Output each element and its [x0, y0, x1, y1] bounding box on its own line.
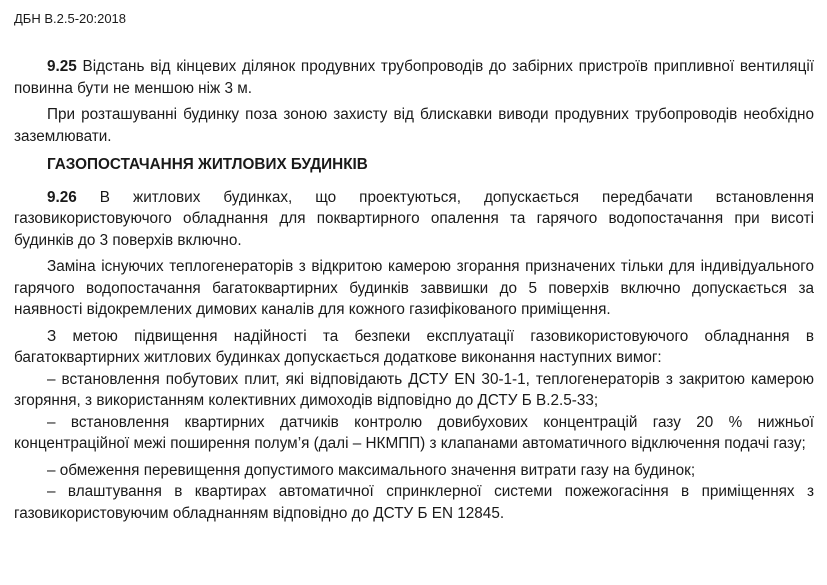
paragraph-replacement: Заміна існуючих теплогенераторів з відкритою камерою згорання призначених тільки для індивідуального гарячого водопостачання багатоквартирних будинків заввишки до 5 поверхів включно допускається за наявності відокремлених димових каналів для кожного газифікованого приміщення. [14, 258, 814, 318]
clause-number: 9.26 [47, 188, 77, 206]
paragraph-requirements-intro: З метою підвищення надійності та безпеки експлуатації газовикористовуючого обладнання в багатоквартирних житлових будинках допускається додаткове виконання наступних вимог: [14, 327, 814, 366]
paragraph-grounding: При розташуванні будинку поза зоною захисту від блискавки виводи продувних трубопроводів необхідно заземлювати. [14, 106, 814, 145]
paragraph-9-25 [14, 56, 814, 99]
clause-number: 9.25 [47, 58, 77, 75]
list-item: – влаштування в квартирах автоматичної спринклерної системи пожежогасіння в приміщеннях з газовикористовуючим обладнанням відповідно до ДСТУ Б EN 12845. [14, 483, 814, 522]
paragraph-9-26 [14, 187, 814, 252]
list-item: – обмеження перевищення допустимого максимального значення витрати газу на будинок; [47, 461, 696, 479]
document-code: ДБН В.2.5-20:2018 [14, 11, 127, 26]
section-heading: ГАЗОПОСТАЧАННЯ ЖИТЛОВИХ БУДИНКІВ [47, 156, 368, 173]
clause-text: В житлових будинках, що проектуються, допускається передбачати встановлення газовикористовуючого обладнання для поквартирного опалення та гарячого водопостачання при висоті будинків до 3 поверхів включно. [14, 188, 814, 249]
document-body [14, 56, 814, 524]
clause-text: Відстань від кінцевих ділянок продувних трубопроводів до забірних пристроїв припливної вентиляції повинна бути не меншою ніж 3 м. [14, 58, 814, 97]
list-item: – встановлення побутових плит, які відповідають ДСТУ EN 30-1-1, теплогенераторів з закритою камерою згоряння, з використанням колективних димоходів відповідно до ДСТУ Б В.2.5-33; [14, 370, 814, 409]
list-item: – встановлення квартирних датчиків контролю довибухових концентрацій газу 20 % нижньої концентраційної межі поширення полум’я (далі – НКМПП) з клапанами автоматичного відключення подачі газу; [14, 413, 814, 452]
